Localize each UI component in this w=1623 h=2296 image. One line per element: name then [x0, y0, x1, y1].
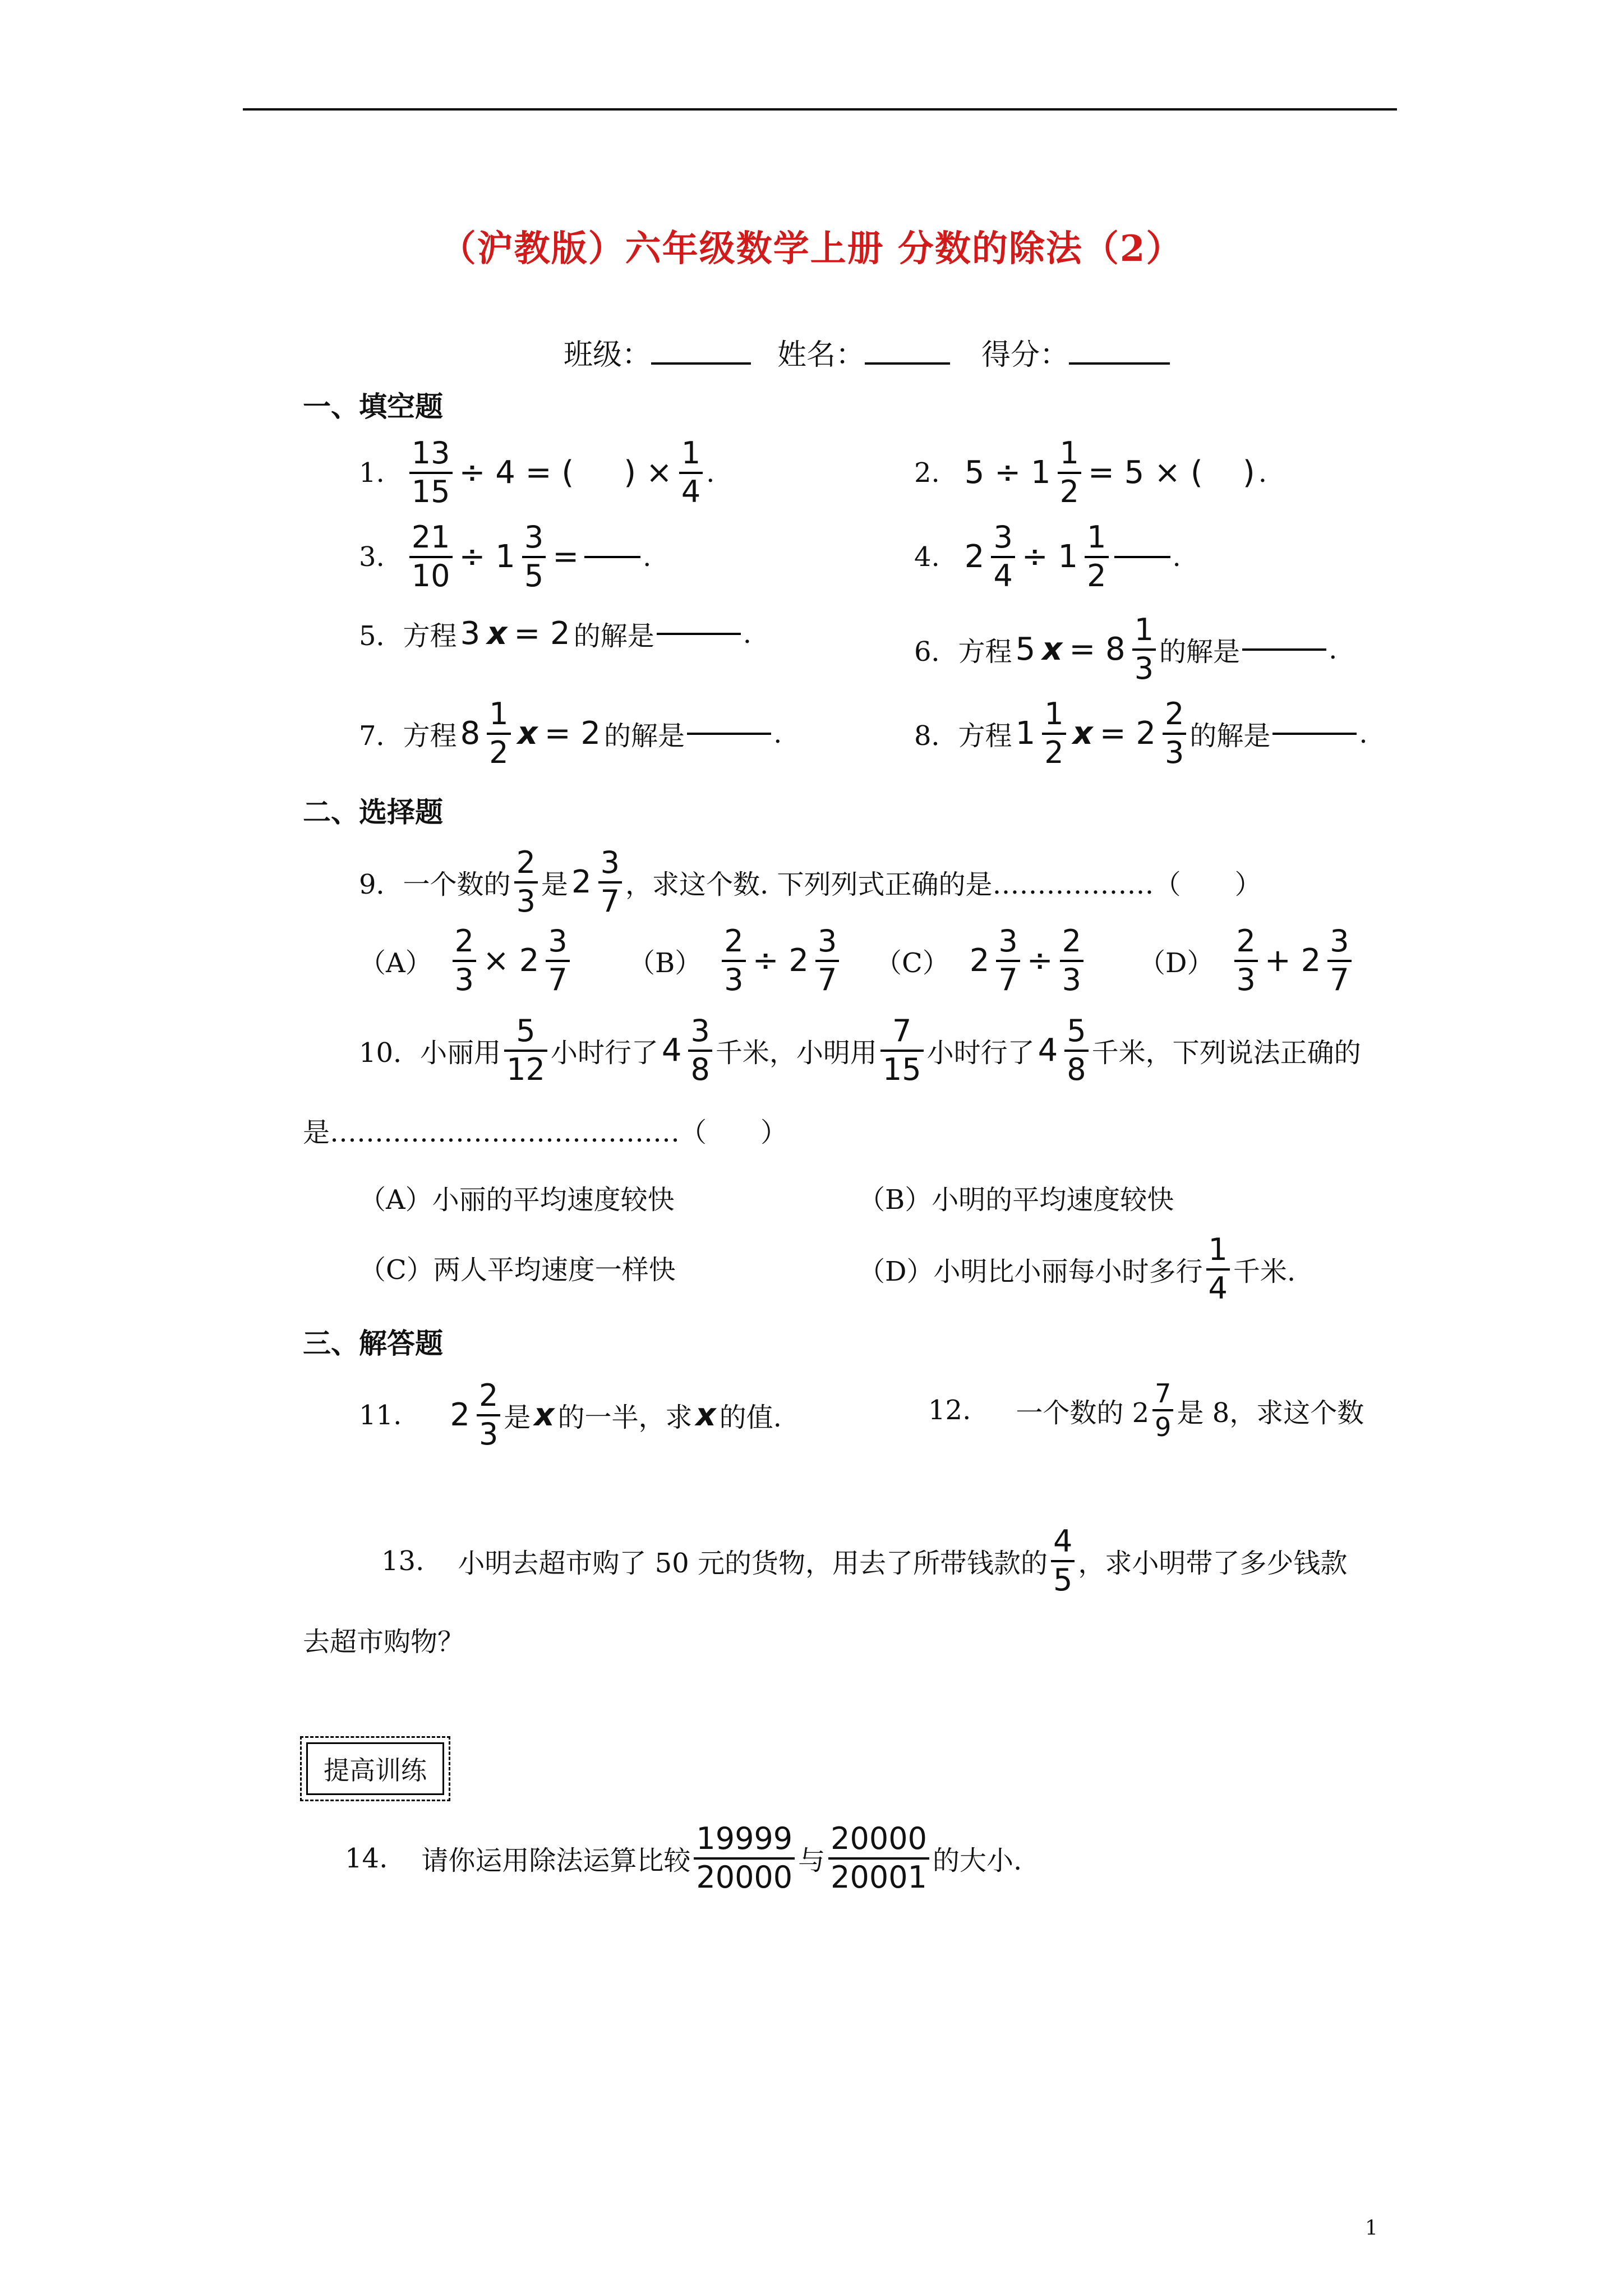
class-blank[interactable] [651, 340, 751, 365]
score-label: 得分： [981, 338, 1069, 372]
question-8: 8． 方程 1 $\frac{1}{2}$ x = 2 $\frac{2}{3}$ 的解是 . [914, 696, 1368, 770]
question-7: 7． 方程 8 $\frac{1}{2}$ x = 2 的解是 . [359, 696, 782, 770]
question-9-option-a[interactable]: （A） $\frac{2}{3}$ × 2 $\frac{3}{7}$ [359, 926, 573, 996]
section-choice-title: 二、选择题 [303, 795, 443, 829]
answer-blank[interactable] [1114, 556, 1170, 558]
question-9-option-d[interactable]: （D） $\frac{2}{3}$ + 2 $\frac{3}{7}$ [1138, 926, 1355, 996]
question-1: 1. $\frac{13}{15}$ ÷ 4 = ( ) × $\frac{1}{4}$ . [359, 435, 715, 509]
question-10-option-c[interactable]: （C）两人平均速度一样快 [359, 1254, 676, 1286]
answer-blank[interactable] [584, 556, 640, 558]
question-10: 10． 小丽用 $\frac{5}{12}$ 小时行了 4 $\frac{3}{8}$ 千米，小明用 $\frac{7}{15}$ 小时行了 4 $\frac{5}{8}$ 千米，下列说法正确的 [359, 1013, 1361, 1087]
question-12: 12. 一个数的 2 $\frac{7}{9}$ 是 8，求这个数 [928, 1378, 1364, 1443]
page-title: （沪教版）六年级数学上册 分数的除法（2） [440, 228, 1183, 270]
question-14: 14. 请你运用除法运算比较 $\frac{19999}{20000}$ 与 $\frac{20000}{20001}$ 的大小. [345, 1821, 1022, 1895]
section-answer-title: 三、解答题 [303, 1327, 443, 1360]
answer-blank[interactable] [687, 733, 771, 735]
question-11: 11. 2 $\frac{2}{3}$ 是 x 的一半，求 x 的值. [359, 1378, 782, 1452]
question-5: 5． 方程 3 x = 2 的解是 . [359, 615, 751, 652]
question-10-option-b[interactable]: （B）小明的平均速度较快 [858, 1184, 1174, 1216]
name-blank[interactable] [865, 340, 950, 365]
question-9-option-b[interactable]: （B） $\frac{2}{3}$ ÷ 2 $\frac{3}{7}$ [628, 926, 842, 996]
class-label: 班级： [564, 338, 652, 372]
question-10-line2: 是…………………………………（ ） [303, 1117, 788, 1148]
question-3: 3. $\frac{21}{10}$ ÷ 1 $\frac{3}{5}$ = . [359, 519, 652, 593]
question-9: 9． 一个数的 $\frac{2}{3}$ 是 2 $\frac{3}{7}$ ，求这个数. 下列列式正确的是………………（ ） [359, 845, 1262, 919]
answer-blank[interactable] [1272, 733, 1357, 735]
name-label: 姓名： [777, 338, 865, 372]
name-field [777, 331, 950, 373]
question-10-option-a[interactable]: （A）小丽的平均速度较快 [359, 1184, 675, 1216]
score-blank[interactable] [1069, 340, 1170, 365]
question-13: 13. 小明去超市购了 50 元的货物，用去了所带钱款的 $\frac{4}{5}$ ，求小明带了多少钱款 [381, 1524, 1348, 1598]
question-6: 6． 方程 5 x = 8 $\frac{1}{3}$ 的解是 . [914, 612, 1338, 686]
answer-blank[interactable] [1242, 648, 1326, 651]
section-fill-title: 一、填空题 [303, 390, 443, 423]
class-field [564, 331, 751, 373]
question-4: 4. 2 $\frac{3}{4}$ ÷ 1 $\frac{1}{2}$ . [914, 519, 1181, 593]
header-rule [243, 108, 1397, 111]
question-13-line2: 去超市购物？ [303, 1626, 465, 1658]
answer-blank[interactable] [657, 633, 741, 635]
advanced-training-badge: 提高训练 [300, 1736, 450, 1801]
question-2: 2. 5 ÷ 1 $\frac{1}{2}$ = 5 × ( ) . [914, 435, 1267, 509]
question-10-option-d[interactable]: （D）小明比小丽每小时多行 $\frac{1}{4}$ 千米. [858, 1232, 1296, 1306]
score-field [981, 331, 1170, 373]
page-number: 1 [1365, 2217, 1378, 2240]
question-9-option-c[interactable]: （C） 2 $\frac{3}{7}$ ÷ $\frac{2}{3}$ [875, 926, 1087, 996]
